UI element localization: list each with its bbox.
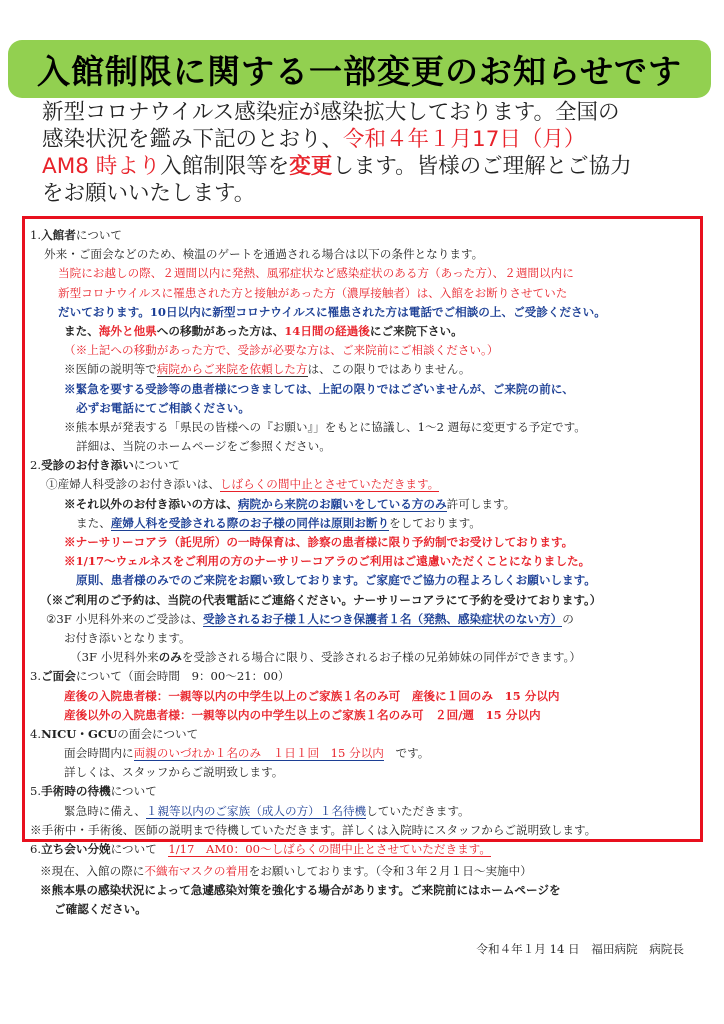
- section-number: 2.: [30, 458, 42, 473]
- s2-line: [30, 571, 700, 590]
- red-text: 海外と他県: [98, 323, 157, 338]
- effective-time: AM8 時より: [42, 154, 161, 179]
- s5-line: [30, 802, 700, 821]
- section-title-tail: の面会について: [117, 726, 199, 741]
- red-text: 産後の入院患者様：一親等以内の中学生以上のご家族１名のみ可 産後に１回のみ 15 分以内: [64, 687, 560, 706]
- blue-text: 原則、患者様のみでのご来院をお願い致しております。ご家庭でご協力の程よろしくお願いします。: [76, 571, 596, 590]
- red-text: 1/17 AM0：00～しばらくの間中止とさせていただきます。: [168, 842, 491, 856]
- section-title: 手術時の待機: [41, 784, 111, 799]
- section-title: 入館者: [41, 228, 76, 242]
- intro-line-1: 新型コロナウイルス感染症が感染拡大しております。全国の: [42, 100, 620, 125]
- section-5-heading: [30, 782, 700, 801]
- intro-line-3: [42, 153, 712, 180]
- section-number: 6.: [30, 842, 42, 856]
- section-title: NICU・GCU: [41, 726, 118, 741]
- text: をお願いしております。（令和３年２月１日～実施中）: [248, 864, 532, 878]
- s4-line: 詳しくは、スタッフからご説明致します。: [64, 765, 284, 780]
- intro-text: します。皆様のご理解とご協力: [332, 154, 632, 179]
- footer-line: [40, 862, 700, 881]
- section-2-heading: [30, 456, 700, 475]
- s1-line: [30, 360, 700, 379]
- text: 緊急時に備え、: [64, 803, 146, 818]
- red-text: （※上記への移動があった方で、受診が必要な方は、ご来院前にご相談ください。）: [64, 343, 499, 358]
- red-underlined-text: 病院からご来院を依頼した方: [156, 362, 308, 377]
- section-title: 立ち会い分娩: [41, 842, 111, 856]
- footer-line: ご確認ください。: [54, 902, 147, 916]
- s3-line: [30, 687, 700, 706]
- section-number: 3.: [30, 669, 42, 684]
- s2-line: [30, 648, 700, 667]
- signature: 令和４年１月 14 日 福田病院 病院長: [476, 942, 684, 956]
- section-3-heading: [30, 667, 700, 686]
- text: ※現在、入館の際に: [40, 864, 145, 878]
- section-number: 1.: [30, 228, 42, 242]
- s1-line: [30, 322, 700, 341]
- section-1-heading: [30, 226, 700, 245]
- s1-line: [30, 399, 700, 418]
- effective-date: 令和４年１月17日（月）: [343, 127, 586, 152]
- change-emphasis: 変更: [289, 154, 333, 179]
- text: の: [562, 611, 574, 626]
- footer-line: ※熊本県の感染状況によって急遽感染対策を強化する場合があります。ご来院前にはホームページを: [40, 883, 561, 897]
- text: を受診される場合に限り、受診されるお子様の兄弟姉妹の同伴ができます。）: [181, 650, 581, 665]
- s1-line: 詳細は、当院のホームページをご参照ください。: [76, 439, 331, 454]
- s2-line: [30, 591, 700, 610]
- section-6-heading: [30, 840, 700, 859]
- section-title-tail: について: [75, 228, 123, 242]
- s2-line: [30, 514, 700, 533]
- section-number: 5.: [30, 784, 42, 799]
- intro-text: 感染状況を鑑み下記のとおり、: [42, 127, 344, 152]
- s1-line: [30, 284, 700, 303]
- s3-line: [30, 706, 700, 725]
- intro-line-4: をお願いいたします。: [42, 181, 256, 206]
- section-number: 4.: [30, 726, 42, 741]
- section-title-tail: について: [110, 784, 157, 799]
- text: していただきます。: [366, 803, 470, 818]
- text: ※医師の説明等で: [64, 362, 157, 377]
- s1-line: [30, 380, 700, 399]
- text: 面会時間内に: [64, 746, 134, 761]
- bold-text: のみ: [158, 650, 182, 665]
- s2-line: [30, 610, 700, 629]
- s2-line: [30, 495, 700, 514]
- blue-text: 受診されるお子様１人につき保護者１名（発熱、感染症状のない方）: [203, 611, 563, 626]
- s1-blue-text: だいております。10日以内に新型コロナウイルスに罹患された方は電話でご相談の上、ご受診ください。: [58, 303, 606, 322]
- section-title-tail: について: [133, 458, 180, 473]
- s1-line: [30, 264, 700, 283]
- title-banner: [8, 40, 711, 98]
- intro-line-2: [42, 126, 712, 153]
- s5-line: ※手術中・手術後、医師の説明まで待機していただきます。詳しくは入院時にスタッフからご説明致します。: [30, 822, 597, 837]
- s1-line: [30, 341, 700, 360]
- text: また、: [76, 515, 111, 530]
- notice-body: [30, 226, 700, 859]
- text: ①産婦人科受診のお付き添いは、: [46, 477, 220, 492]
- blue-text: 産婦人科を受診される際のお子様の同伴は原則お断り: [110, 515, 390, 530]
- text: への移動があった方は、: [156, 323, 285, 338]
- text: は、この限りではありません。: [307, 362, 471, 377]
- s2-line: [30, 475, 700, 494]
- blue-text: 病院から来院のお願いをしている方のみ: [237, 496, 447, 511]
- text: ②3F 小児科外来のご受診は、: [46, 611, 204, 626]
- s1-line: 外来・ご面会などのため、検温のゲートを通過される場合は以下の条件となります。: [44, 247, 484, 262]
- intro-text: 入館制限等を: [160, 154, 290, 179]
- footer-notes: [40, 862, 700, 919]
- red-text: 14日間の経過後: [284, 323, 370, 338]
- text: また、: [64, 323, 99, 338]
- red-text: 両親のいづれか１名のみ １日１回 15 分以内: [133, 746, 384, 761]
- red-text: しばらくの間中止とさせていただきます。: [219, 477, 440, 492]
- blue-text: １親等以内のご家族（成人の方）１名待機: [145, 803, 367, 818]
- section-title: 受診のお付き添い: [41, 458, 134, 473]
- blue-text: ※緊急を要する受診等の患者様につきましては、上記の限りではございませんが、ご来院の前に、: [64, 380, 574, 399]
- red-text: ※ナーサリーコアラ（託児所）の一時保育は、診察の患者様に限り予約制でお受けしております。: [64, 533, 573, 552]
- s2-line: [30, 533, 700, 552]
- intro-paragraph: [42, 99, 712, 207]
- section-title-tail: について（面会時間 9：00～21：00）: [75, 669, 290, 684]
- s1-line: [30, 303, 700, 322]
- text: （3F 小児科外来: [70, 650, 159, 665]
- s2-line: お付き添いとなります。: [64, 630, 191, 645]
- text: にご来院下さい。: [369, 323, 463, 338]
- s1-line: ※熊本県が発表する「県民の皆様への『お願い』」をもとに協議し、1～2 週毎に変更する予定です。: [64, 419, 586, 434]
- text: 許可します。: [446, 496, 516, 511]
- s2-line: [30, 552, 700, 571]
- red-text: 不織布マスクの着用: [144, 864, 249, 878]
- bold-text: （※ご利用のご予約は、当院の代表電話にご連絡ください。ナーサリーコアラにて予約を受けております。）: [40, 592, 602, 607]
- s4-line: [30, 744, 700, 763]
- s1-red-text: 新型コロナウイルスに罹患された方と接触があった方（濃厚接触者）は、入館をお断りさせていた: [58, 284, 567, 303]
- s1-red-text: 当院にお越しの際、２週間以内に発熱、風邪症状など感染症状のある方（あった方）、２週間以内に: [58, 264, 574, 283]
- red-text: ※1/17～ウェルネスをご利用の方のナーサリーコアラのご利用はご遠慮いただくことになりました。: [64, 552, 590, 571]
- text: です。: [383, 746, 430, 761]
- text: をしております。: [389, 515, 481, 530]
- page-title: 入館制限に関する一部変更のお知らせです: [36, 51, 682, 91]
- text: ※それ以外のお付き添いの方は、: [64, 496, 238, 511]
- section-title-tail: について: [110, 842, 169, 856]
- section-title: ご面会: [41, 669, 76, 684]
- section-4-heading: [30, 725, 700, 744]
- blue-text: 必ずお電話にてご相談ください。: [76, 399, 250, 418]
- red-text: 産後以外の入院患者様：一親等以内の中学生以上のご家族１名のみ可 ２回/週 15 分以内: [64, 706, 541, 725]
